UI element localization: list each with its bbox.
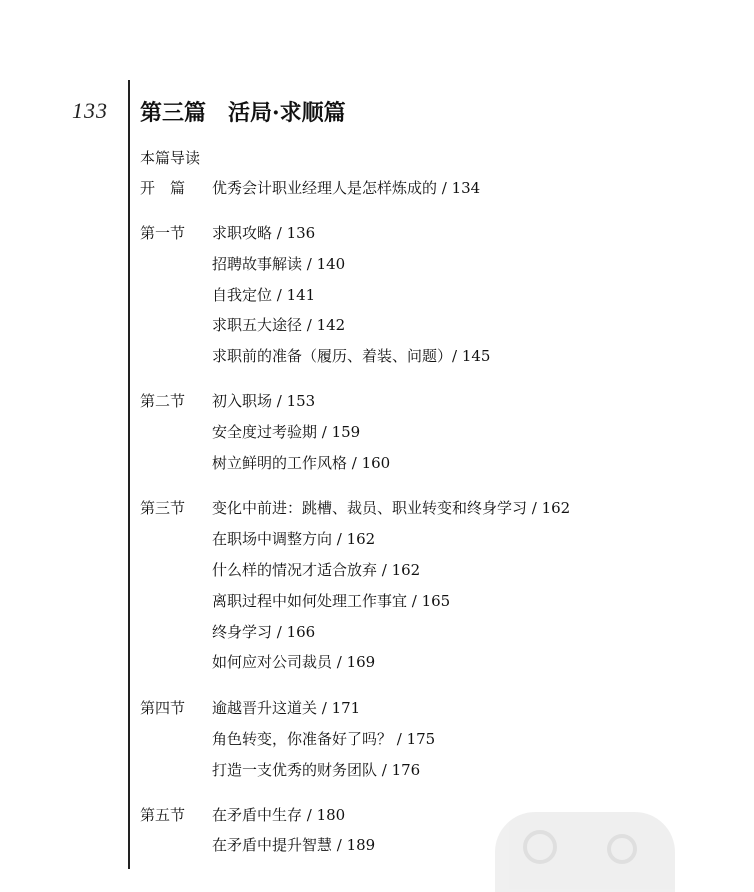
toc-subitem: 什么样的情况才适合放弃 / 162: [212, 561, 421, 579]
toc-section: [140, 497, 570, 519]
page-number: 133: [72, 98, 108, 123]
toc-subitem: 招聘故事解读 / 140: [212, 255, 346, 273]
part-title: 第三篇 活局·求顺篇: [140, 100, 346, 126]
toc-section: [140, 222, 315, 244]
toc-opening: [140, 177, 480, 199]
toc-opening-label: 开 篇: [140, 179, 186, 197]
toc-subitem: 安全度过考验期 / 159: [212, 423, 361, 441]
toc-section-title: 初入职场 / 153: [212, 392, 316, 410]
toc-subitem: 如何应对公司裁员 / 169: [212, 653, 376, 671]
toc-section-label: 第四节: [140, 699, 186, 717]
toc-section-label: 第五节: [140, 806, 186, 824]
margin-rule: [128, 80, 130, 869]
toc-section-title: 逾越晋升这道关 / 171: [212, 699, 361, 717]
toc-section-title: 变化中前进：跳槽、裁员、职业转变和终身学习 / 162: [212, 499, 571, 517]
toc-section: [140, 804, 345, 826]
toc-subitem: 求职前的准备（履历、着装、问题）/ 145: [212, 347, 491, 365]
toc-section: [140, 697, 360, 719]
toc-subitem: 打造一支优秀的财务团队 / 176: [212, 761, 421, 779]
toc-section-title: 求职攻略 / 136: [212, 224, 316, 242]
toc-section-label: 第二节: [140, 392, 186, 410]
toc-subitem: 角色转变，你准备好了吗？ / 175: [212, 730, 436, 748]
toc-subitem: 在矛盾中提升智慧 / 189: [212, 836, 376, 854]
watermark-stamp: [495, 812, 675, 892]
toc-section-label: 第一节: [140, 224, 186, 242]
toc-subitem: 终身学习 / 166: [212, 623, 316, 641]
toc-subitem: 离职过程中如何处理工作事宜 / 165: [212, 592, 451, 610]
intro-label: 本篇导读: [140, 149, 201, 167]
watermark-mark: [607, 834, 637, 864]
toc-opening-title: 优秀会计职业经理人是怎样炼成的 / 134: [212, 179, 481, 197]
toc-subitem: 树立鲜明的工作风格 / 160: [212, 454, 391, 472]
toc-subitem: 自我定位 / 141: [212, 286, 316, 304]
toc-section: [140, 390, 315, 412]
toc-section-title: 在矛盾中生存 / 180: [212, 806, 346, 824]
toc-subitem: 在职场中调整方向 / 162: [212, 530, 376, 548]
toc-subitem: 求职五大途径 / 142: [212, 316, 346, 334]
watermark-mark: [523, 830, 557, 864]
toc-section-label: 第三节: [140, 499, 186, 517]
